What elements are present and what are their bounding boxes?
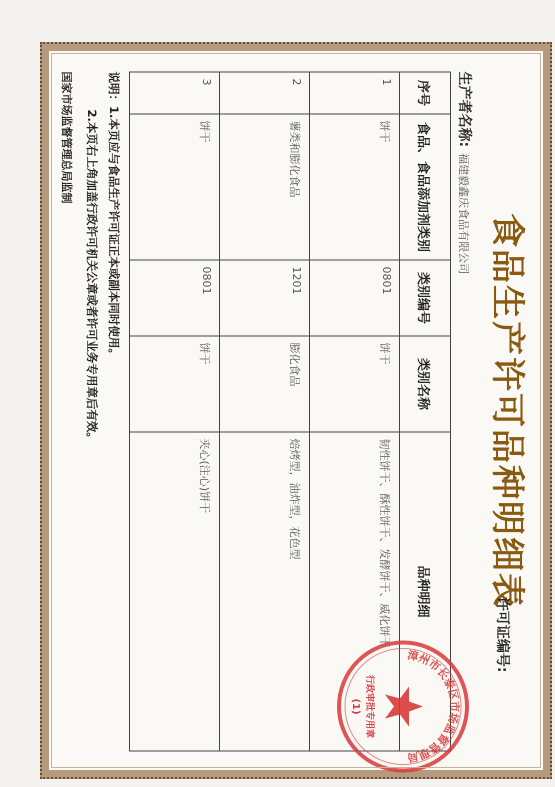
row-category: 饼干 [310, 336, 400, 432]
producer-label: 生产者名称: [456, 71, 472, 147]
issuing-authority: 国家市场监督管理总局监制 [60, 71, 73, 203]
note-2: 2.本页右上角加盖行政许可机关公章或者许可业务专用章后有效。 [85, 109, 99, 444]
row-index: 1 [310, 72, 400, 114]
seal-number: (1) [350, 697, 361, 715]
header-category-name: 类别名称 [400, 336, 451, 432]
table-row [220, 72, 310, 751]
row-category: 膨化食品 [220, 336, 310, 432]
table-row [130, 72, 220, 751]
row-food: 饼干 [310, 114, 400, 260]
rotated-content [49, 51, 543, 770]
row-code: 0801 [130, 260, 220, 336]
header-category-code: 类别编号 [400, 260, 451, 336]
row-detail: 焙烤型，油炸型，花色型 [220, 432, 310, 751]
row-code: 1201 [220, 260, 310, 336]
row-index: 3 [130, 72, 220, 114]
row-code: 0801 [310, 260, 400, 336]
header-variety-detail: 品种明细 [400, 432, 451, 751]
producer-line [455, 71, 475, 274]
decorative-border [40, 42, 552, 779]
license-number-label: 许可证编号: [494, 596, 510, 672]
document-title: 食品生产许可品种明细表 [487, 212, 527, 609]
header-food-category: 食品、食品添加剂类别 [400, 114, 451, 260]
row-food: 饼干 [130, 114, 220, 260]
row-detail: 韧性饼干、酥性饼干、发酵饼干、威化饼干 [310, 432, 400, 751]
row-category: 饼干 [130, 336, 220, 432]
seal-top-text: 漳州市长泰区市场监督管理局 [406, 648, 461, 764]
seal-bottom-text: 行政审批专用章 [364, 674, 374, 738]
row-detail: 夹心(注心)饼干 [130, 432, 220, 751]
header-index: 序号 [400, 72, 451, 114]
row-food: 薯类和膨化食品 [220, 114, 310, 260]
official-seal-icon [333, 636, 473, 776]
producer-name: 福建毅鑫庆食品有限公司 [457, 152, 470, 274]
row-index: 2 [220, 72, 310, 114]
note-1: 说明：1.本页应与食品生产许可证正本或副本同时使用。 [107, 71, 121, 360]
notes-block [81, 71, 125, 443]
